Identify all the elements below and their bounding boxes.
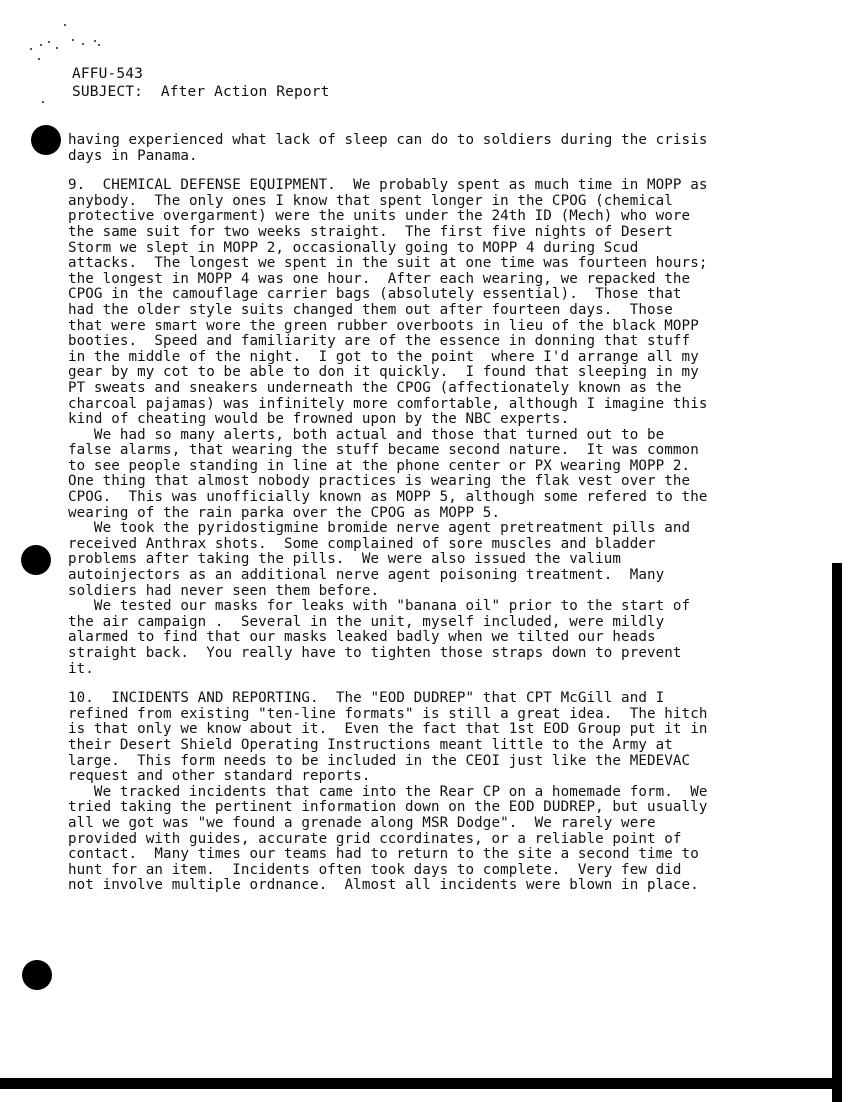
text-line: the same suit for two weeks straight. The first five nights of Desert [68, 223, 673, 240]
text-line: large. This form needs to be included in the CEOI just like the MEDEVAC [68, 752, 691, 769]
text-line: One thing that almost nobody practices is wearing the flak vest over the [68, 473, 691, 490]
text-line: charcoal pajamas) was infinitely more comfortable, although I imagine this [68, 395, 708, 412]
text-line: hunt for an item. Incidents often took days to complete. Very few did [68, 861, 682, 878]
speck [38, 58, 40, 60]
text-line: false alarms, that wearing the stuff became second nature. It was common [68, 442, 699, 459]
text-line: soldiers had never seen them before. [68, 582, 380, 599]
speck [98, 44, 100, 46]
document-id: AFFU-543 [72, 66, 144, 82]
text-line: tried taking the pertinent information down on the EOD DUDREP, but usually [68, 799, 708, 816]
scan-specks [22, 22, 112, 62]
text-line: 9. CHEMICAL DEFENSE EQUIPMENT. We probably spent as much time in MOPP as [68, 177, 708, 194]
text-line: protective overgarment) were the units under the 24th ID (Mech) who wore [68, 208, 691, 225]
text-line: all we got was "we found a grenade along MSR Dodge". We rarely were [68, 814, 656, 831]
text-line: 10. INCIDENTS AND REPORTING. The "EOD DUDREP" that CPT McGill and I [68, 690, 665, 707]
text-line: it. [68, 660, 94, 677]
text-line: their Desert Shield Operating Instructions meant little to the Army at [68, 736, 673, 753]
text-line: that were smart wore the green rubber overboots in lieu of the black MOPP [68, 317, 699, 334]
text-line: provided with guides, accurate grid ccordinates, or a reliable point of [68, 830, 682, 847]
section-10-incidents-reporting [68, 691, 802, 894]
speck [64, 24, 66, 26]
speck [82, 43, 84, 45]
punch-hole-bottom [22, 960, 52, 990]
intro-paragraph [68, 133, 802, 164]
text-line: wearing of the rain parka over the CPOG as MOPP 5. [68, 504, 501, 521]
text-line: is that only we know about it. Even the fact that 1st EOD Group put it in [68, 721, 708, 738]
text-line: CPOG in the camouflage carrier bags (absolutely essential). Those that [68, 286, 682, 303]
text-line: received Anthrax shots. Some complained of sore muscles and bladder [68, 535, 656, 552]
subject-label: SUBJECT: [72, 84, 144, 100]
text-line: the air campaign . Several in the unit, myself included, were mildly [68, 613, 665, 630]
text-line: anybody. The only ones I know that spent longer in the CPOG (chemical [68, 192, 673, 209]
text-line: attacks. The longest we spent in the suit at one time was fourteen hours; [68, 255, 708, 272]
speck [72, 39, 74, 41]
text-line: refined from existing "ten-line formats" is still a great idea. The hitch [68, 705, 708, 722]
text-line: We took the pyridostigmine bromide nerve agent pretreatment pills and [68, 520, 691, 537]
text-line: Storm we slept in MOPP 2, occasionally going to MOPP 4 during Scud [68, 239, 639, 256]
scan-edge-bottom-bar [0, 1078, 842, 1089]
speck [94, 40, 96, 42]
text-line: gear by my cot to be able to don it quickly. I found that sleeping in my [68, 364, 699, 381]
punch-hole-top [31, 125, 61, 155]
text-line: had the older style suits changed them out after fourteen days. Those [68, 301, 673, 318]
text-line: days in Panama. [68, 147, 198, 164]
text-line: having experienced what lack of sleep can do to soldiers during the crisis [68, 132, 708, 148]
text-line: CPOG. This was unofficially known as MOPP 5, although some refered to the [68, 489, 708, 506]
subject-line [72, 83, 330, 101]
text-line: not involve multiple ordnance. Almost all incidents were blown in place. [68, 877, 699, 894]
text-line: autoinjectors as an additional nerve agent poisoning treatment. Many [68, 567, 665, 584]
memo-header [72, 65, 330, 101]
scan-edge-right-bar [832, 563, 842, 1102]
text-line: to see people standing in line at the phone center or PX wearing MOPP 2. [68, 457, 691, 474]
text-line: booties. Speed and familiarity are of the essence in donning that stuff [68, 333, 691, 350]
subject-value: After Action Report [160, 84, 330, 100]
speck [30, 48, 32, 50]
text-line: PT sweats and sneakers underneath the CPOG (affectionately known as the [68, 379, 682, 396]
punch-hole-middle [21, 545, 51, 575]
text-line: problems after taking the pills. We were also issued the valium [68, 551, 622, 568]
text-line: We had so many alerts, both actual and those that turned out to be [68, 426, 665, 443]
text-line: contact. Many times our teams had to return to the site a second time to [68, 846, 699, 863]
text-line: alarmed to find that our masks leaked badly when we tilted our heads [68, 629, 656, 646]
text-line: kind of cheating would be frowned upon by the NBC experts. [68, 411, 570, 428]
text-line: We tracked incidents that came into the Rear CP on a homemade form. We [68, 783, 708, 800]
text-line: straight back. You really have to tighten those straps down to prevent [68, 645, 682, 661]
speck [56, 47, 58, 49]
report-body [68, 133, 802, 894]
speck [48, 41, 50, 43]
speck [40, 44, 42, 46]
section-9-chemical-defense [68, 178, 802, 677]
text-line: We tested our masks for leaks with "banana oil" prior to the start of [68, 598, 691, 615]
speck [42, 101, 44, 103]
text-line: in the middle of the night. I got to the point where I'd arrange all my [68, 348, 699, 365]
text-line: the longest in MOPP 4 was one hour. After each wearing, we repacked the [68, 270, 691, 287]
text-line: request and other standard reports. [68, 768, 371, 785]
